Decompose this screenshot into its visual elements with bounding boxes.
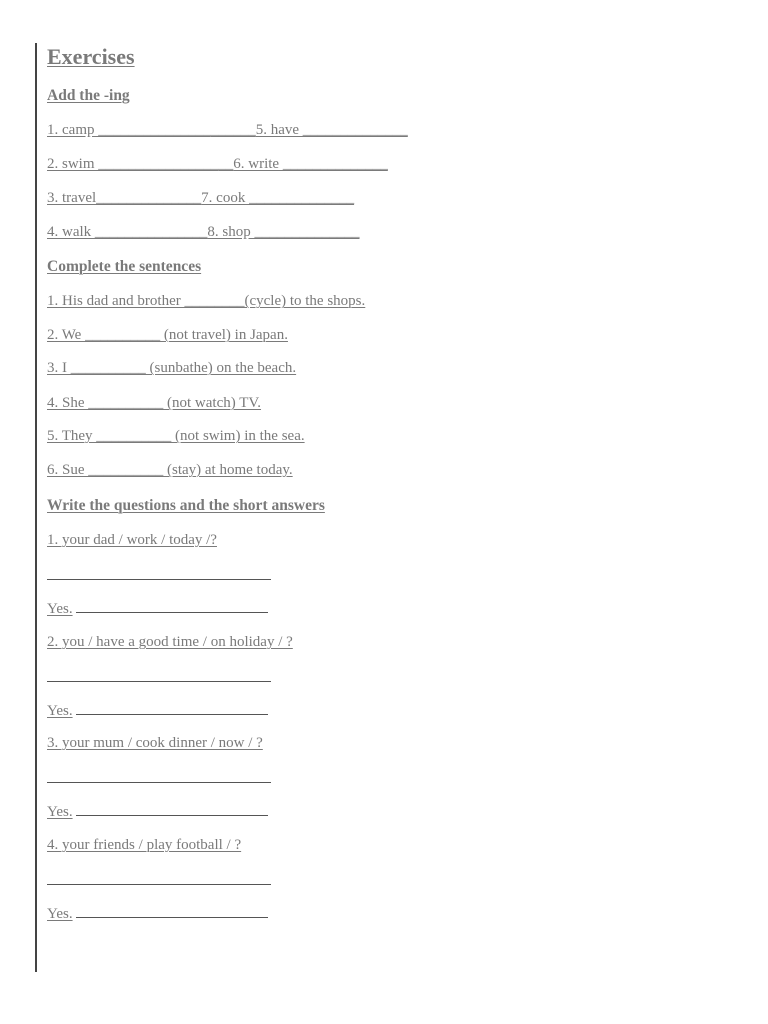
ing-item-sep: ______ bbox=[210, 122, 256, 138]
section-heading-questions: Write the questions and the short answers bbox=[47, 497, 325, 514]
page-title: Exercises bbox=[47, 44, 135, 69]
margin-rule bbox=[35, 43, 37, 972]
section-heading-add-ing: Add the -ing bbox=[47, 87, 130, 104]
ing-item-right: 7. cook ______________ bbox=[201, 190, 355, 206]
question-answer-line bbox=[47, 681, 271, 682]
question-answer-line bbox=[47, 579, 271, 580]
short-answer-row bbox=[47, 700, 268, 720]
question-prompt: 4. your friends / play football / ? bbox=[47, 837, 242, 853]
ing-row-1 bbox=[47, 121, 408, 139]
sentence-item: 2. We __________ (not travel) in Japan. bbox=[47, 327, 288, 343]
short-answer-row bbox=[47, 903, 268, 923]
sentence-item: 1. His dad and brother ________(cycle) to the shops. bbox=[47, 293, 366, 309]
ing-item-left: 3. travel______________ bbox=[47, 190, 202, 206]
question-prompt: 1. your dad / work / today /? bbox=[47, 532, 217, 548]
question-prompt: 3. your mum / cook dinner / now / ? bbox=[47, 735, 263, 751]
short-answer-prefix: Yes. bbox=[47, 804, 73, 820]
question-prompt: 2. you / have a good time / on holiday / ? bbox=[47, 634, 293, 650]
question-answer-line bbox=[47, 884, 271, 885]
sentence-item: 4. She __________ (not watch) TV. bbox=[47, 395, 262, 411]
short-answer-blank bbox=[76, 598, 268, 613]
short-answer-prefix: Yes. bbox=[47, 703, 73, 719]
ing-row-2 bbox=[47, 155, 388, 173]
ing-item-sep: __ bbox=[218, 156, 234, 172]
short-answer-row bbox=[47, 598, 268, 618]
sentence-item: 5. They __________ (not swim) in the sea. bbox=[47, 428, 305, 444]
short-answer-blank bbox=[76, 903, 268, 918]
short-answer-blank bbox=[76, 700, 268, 715]
short-answer-blank bbox=[76, 801, 268, 816]
ing-item-right: 8. shop ______________ bbox=[207, 224, 360, 240]
short-answer-row bbox=[47, 801, 268, 821]
short-answer-prefix: Yes. bbox=[47, 906, 73, 922]
ing-row-4 bbox=[47, 223, 360, 241]
ing-item-right: 5. have ______________ bbox=[255, 122, 408, 138]
sentence-item: 3. I __________ (sunbathe) on the beach. bbox=[47, 360, 297, 376]
sentence-item: 6. Sue __________ (stay) at home today. bbox=[47, 462, 293, 478]
question-answer-line bbox=[47, 782, 271, 783]
ing-item-right: 6. write ______________ bbox=[233, 156, 388, 172]
ing-row-3 bbox=[47, 189, 354, 207]
section-heading-complete-sentences: Complete the sentences bbox=[47, 258, 202, 275]
ing-item-left: 4. walk _______________ bbox=[47, 224, 208, 240]
ing-item-left: 1. camp _______________ bbox=[47, 122, 211, 138]
short-answer-prefix: Yes. bbox=[47, 601, 73, 617]
ing-item-left: 2. swim ________________ bbox=[47, 156, 219, 172]
